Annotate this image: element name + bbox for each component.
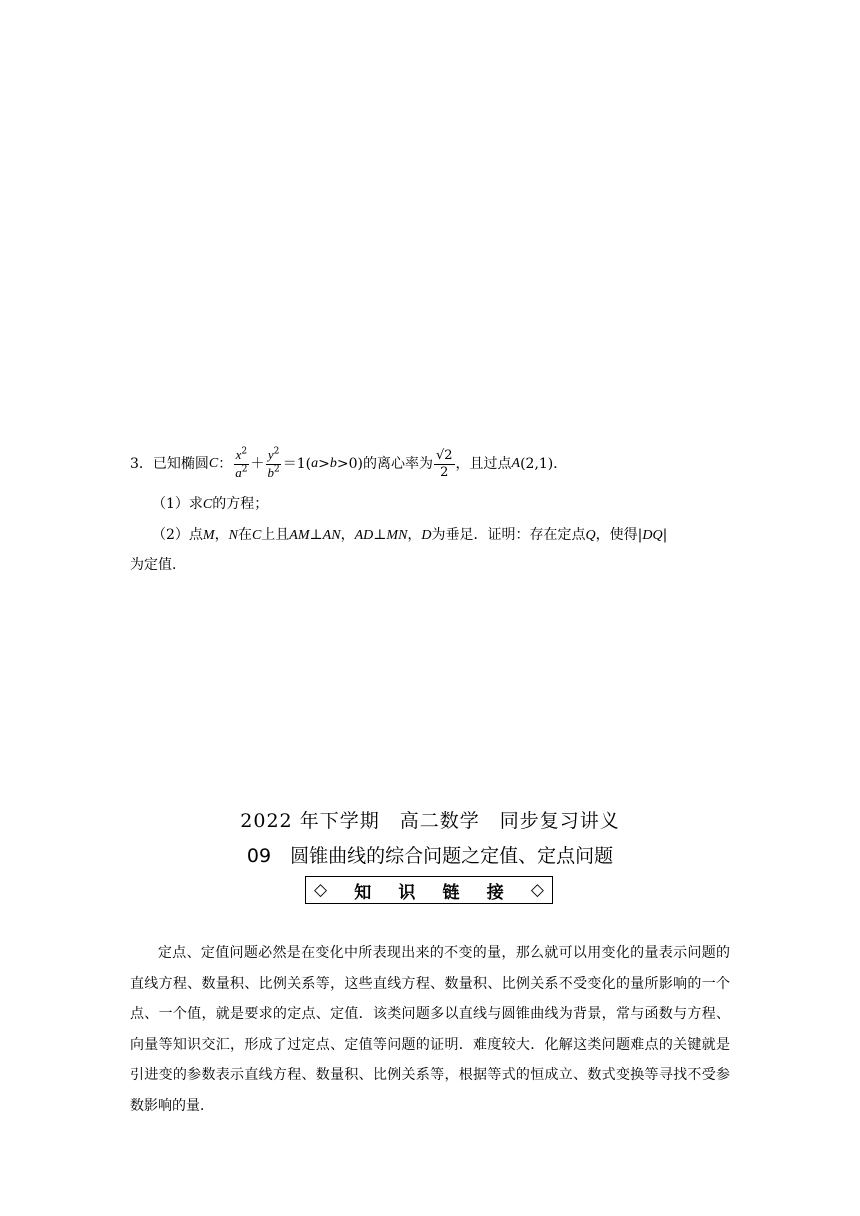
sub2-comma: ， — [214, 527, 229, 543]
frac2-den: b — [267, 464, 274, 480]
sub2-text-d: 为垂足．证明：存在定点 — [431, 527, 586, 543]
curve-name: C — [208, 456, 219, 471]
sub1-suffix: 的方程； — [212, 496, 269, 512]
var-ad: AD — [354, 528, 374, 543]
paragraph-text: 定点、定值问题必然是在变化中所表现出来的不变的量，那么就可以用变化的量表示问题的直线方程、数量积、比例关系等，这些直线方程、数量积、比例关系不受变化的量所影响的一个点、一个值，就是要求的定点、定值．该类问题多以直线与圆锥曲线为背景，常与函数与方程、向量等知识交汇，形成了过定点、定值等问题的证明．难度较大．化解这类问题难点的关键就是引进变的参数表示直线方程、数量积、比例关系等，根据等式的恒成立、数式变换等寻找不受参数影响的量． — [130, 945, 730, 1114]
sub2-comma-2: ， — [340, 527, 355, 543]
var-m: M — [202, 528, 215, 543]
plus-sign: ＋ — [250, 456, 265, 472]
diamond-icon-left: ◇ — [314, 880, 328, 900]
perp-1: ⊥ — [309, 527, 323, 543]
frac1-den: a — [235, 464, 242, 480]
cond-b: b — [329, 456, 337, 471]
sub1-prefix: （1）求 — [152, 496, 203, 512]
problem-3-statement — [130, 442, 730, 486]
var-an: AN — [322, 528, 341, 543]
cond-a: a — [311, 456, 319, 471]
var-n: N — [228, 528, 238, 543]
box-char-2: 识 — [398, 882, 416, 903]
sub1-var: C — [202, 497, 213, 512]
sub2-text-e: ，使得| — [595, 527, 643, 543]
var-c: C — [251, 528, 262, 543]
colon: ： — [218, 456, 233, 472]
var-am: AM — [289, 528, 310, 543]
sub2-text-f: | — [662, 527, 668, 543]
lecture-header: 2022 年下学期 高二数学 同步复习讲义 — [240, 810, 620, 832]
var-mn: MN — [386, 528, 408, 543]
sub2-text-c: 上且 — [261, 527, 290, 543]
frac2-num: y — [267, 446, 274, 462]
var-q: Q — [585, 528, 596, 543]
fraction-x2-a2 — [233, 447, 249, 482]
sqrt-den: 2 — [440, 464, 449, 480]
eccentricity-text: >0)的离心率为 — [336, 456, 433, 472]
box-char-3: 链 — [442, 882, 460, 903]
point-a: A — [511, 456, 521, 471]
sub-question-2-end: 为定值． — [130, 557, 186, 573]
fraction-y2-b2 — [266, 447, 282, 482]
sub2-text-b: 在 — [237, 527, 252, 543]
sub2-comma-3: ， — [407, 527, 422, 543]
point-a-coord: (2,1)． — [520, 456, 568, 472]
sub-question-2 — [152, 524, 667, 544]
equals-one: ＝1( — [282, 456, 312, 472]
sub-question-1 — [152, 493, 268, 513]
statement-tail: ，且过点 — [455, 456, 512, 472]
knowledge-paragraph — [130, 938, 730, 1121]
sub2-text-a: （2）点 — [152, 527, 203, 543]
fraction-sqrt2-2 — [434, 448, 455, 481]
diamond-icon-right: ◇ — [530, 880, 544, 900]
var-d: D — [421, 528, 432, 543]
frac2-den-exp: 2 — [274, 464, 280, 475]
perp-2: ⊥ — [373, 527, 387, 543]
box-char-1: 知 — [354, 882, 372, 903]
frac2-num-exp: 2 — [273, 446, 280, 457]
box-char-4: 接 — [486, 882, 504, 903]
section-box-knowledge-link — [305, 876, 553, 904]
sqrt-num: √2 — [435, 447, 453, 463]
problem-intro: 已知椭圆 — [152, 456, 209, 472]
problem-number: 3． — [130, 456, 153, 472]
frac1-num: x — [235, 446, 242, 462]
var-dq: DQ — [642, 528, 663, 543]
lecture-title: 09 圆锥曲线的综合问题之定值、定点问题 — [246, 845, 614, 867]
problem-3 — [130, 442, 730, 486]
gt-1: > — [318, 456, 330, 472]
frac1-num-exp: 2 — [241, 446, 248, 457]
frac1-den-exp: 2 — [241, 464, 248, 475]
